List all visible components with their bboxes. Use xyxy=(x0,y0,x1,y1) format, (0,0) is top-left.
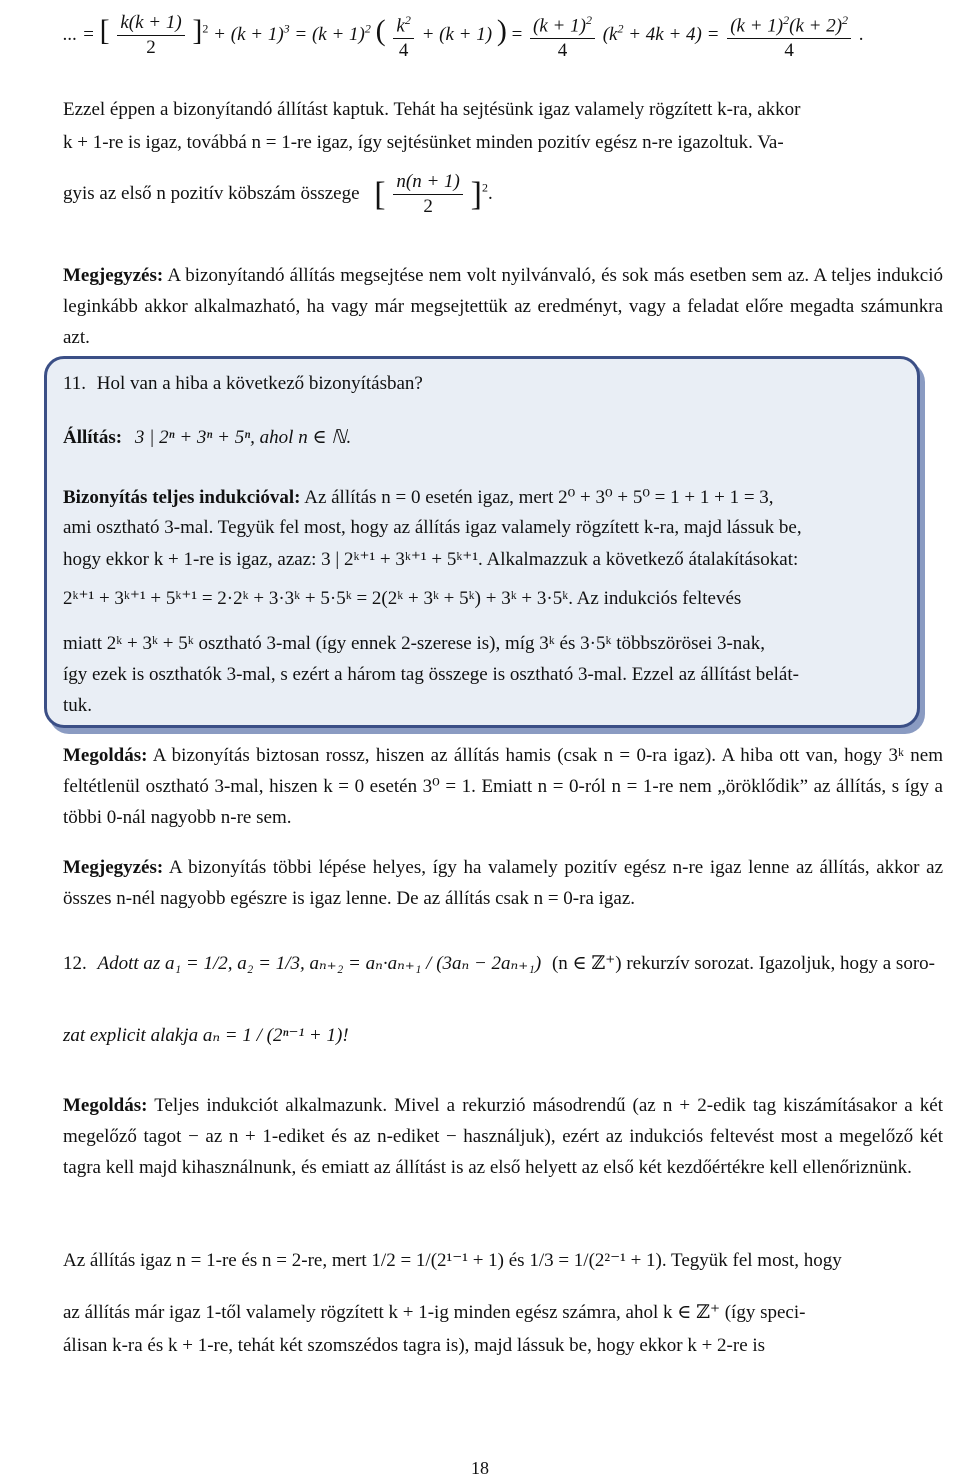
solution-12-text: Teljes indukciót alkalmazunk. Mivel a rekurzió másodrendű (az n + 2-edik tag kiszámításakor a két megelőző tagot − az n + 1-ediket és az n-ediket − használjuk), ezért az indukciós feltevést most a megelőző két tagra kell majd kihasználnunk, és emiatt az állítást is az első helyett az első két kezdőértékre kell ellenőriznünk. xyxy=(63,1095,943,1178)
problem-11-question xyxy=(63,368,943,399)
problem-12-line2 xyxy=(63,1020,943,1051)
solution-12-hypothesis: az állítás már igaz 1-től valamely rögzített k + 1-ig minden egész számra, ahol k ∈ ℤ⁺ (így speci- xyxy=(63,1302,806,1323)
sum-of-cubes-text: gyis az első n pozitív köbszám összege xyxy=(63,182,360,204)
solution-11-text: A bizonyítás biztosan rossz, hiszen az állítás hamis (csak n = 0-ra igaz). A hiba ott van, hogy 3ᵏ nem feltétlenül osztható 3-mal, hiszen k = 0 esetén 3⁰ = 1. Emiatt n = 0-ról n = 1-re nem „öröklődik” az állítás, s így a többi 0-nál nagyobb n-re sem. xyxy=(63,745,943,828)
paragraph-conclusion-line1: Ezzel éppen a bizonyítandó állítást kaptuk. Tehát ha sejtésünk igaz valamely rögzített k-ra, akkor xyxy=(63,99,801,120)
proof-line-2: ami osztható 3-mal. Tegyük fel most, hogy az állítás igaz valamely rögzített k-ra, majd lássuk be, xyxy=(63,517,802,538)
solution-11-label: Megoldás: xyxy=(63,745,148,766)
proof-line-6: így ezek is oszthatók 3-mal, s ezért a három tag összege is osztható 3-mal. Ezzel az állítást belát- xyxy=(63,664,799,685)
proof-line-4: 2ᵏ⁺¹ + 3ᵏ⁺¹ + 5ᵏ⁺¹ = 2·2ᵏ + 3·3ᵏ + 5·5ᵏ = 2(2ᵏ + 3ᵏ + 5ᵏ) + 3ᵏ + 3·5ᵏ. Az indukciós feltevés xyxy=(63,588,742,609)
solution-12-base-case: Az állítás igaz n = 1-re és n = 2-re, mert 1/2 = 1/(2¹⁻¹ + 1) és 1/3 = 1/(2²⁻¹ + 1). Tegyük fel most, hogy xyxy=(63,1250,842,1271)
page-number: 18 xyxy=(471,1458,489,1478)
problem-12-number: 12. xyxy=(63,953,87,974)
solution-12-step: álisan k-ra és k + 1-re, tehát két szomszédos tagra is), majd lássuk be, hogy ekkor k + 2-re is xyxy=(63,1335,766,1356)
solution-12-paragraph-1 xyxy=(63,1090,943,1183)
proof-line-3: hogy ekkor k + 1-re is igaz, azaz: 3 | 2ᵏ⁺¹ + 3ᵏ⁺¹ + 5ᵏ⁺¹. Alkalmazzuk a következő átalakításokat: xyxy=(63,549,799,570)
note-2 xyxy=(63,852,943,914)
note-1 xyxy=(63,260,943,353)
problem-12-recurrence: Adott az a₁ = 1/2, a₂ = 1/3, aₙ₊₂ = aₙ·aₙ₊₁ / (3aₙ − 2aₙ₊₁) xyxy=(97,953,542,974)
problem-12-statement: (n ∈ ℤ⁺) rekurzív sorozat. Igazoljuk, hogy a soro- xyxy=(551,953,935,974)
solution-12-label: Megoldás: xyxy=(63,1095,148,1116)
problem-11-question-text: Hol van a hiba a következő bizonyításban? xyxy=(96,373,423,394)
note-2-text: A bizonyítás többi lépése helyes, így ha valamely pozitív egész n-re igaz lenne az állítás, akkor az összes n-nél nagyobb egészre is igaz lenne. De az állítás csak n = 0-ra igaz. xyxy=(63,857,944,909)
note-1-label: Megjegyzés: xyxy=(63,265,164,286)
claim-formula: 3 | 2ⁿ + 3ⁿ + 5ⁿ, ahol n ∈ ℕ. xyxy=(134,427,352,448)
proof-line-7: tuk. xyxy=(63,695,93,716)
note-1-text: A bizonyítandó állítás megsejtése nem volt nyilvánvaló, és sok más esetben sem az. A teljes indukció leginkább akkor alkalmazható, ha vagy már megsejtettük az eredményt, vagy a feladat előre megadta számunkra azt. xyxy=(63,265,943,348)
claim-label: Állítás: xyxy=(63,427,123,448)
paragraph-conclusion-line2: k + 1-re is igaz, továbbá n = 1-re igaz, így sejtésünket minden pozitív egész n-re igazoltuk. Va- xyxy=(63,132,784,153)
proof-line-1-text: Az állítás n = 0 esetén igaz, mert 2⁰ + 3⁰ + 5⁰ = 1 + 1 + 1 = 3, xyxy=(304,487,774,508)
problem-12-line1 xyxy=(63,948,943,979)
problem-12-explicit-form: zat explicit alakja aₙ = 1 / (2ⁿ⁻¹ + 1)! xyxy=(63,1025,349,1046)
problem-11-number: 11. xyxy=(63,373,87,394)
proof-line-1 xyxy=(63,482,943,513)
proof-label: Bizonyítás teljes indukcióval: xyxy=(63,487,301,508)
paragraph-conclusion-line3: gyis az első n pozitív köbszám összege [ $\frac{n(n + 1)}{2}$ ]$^2$. xyxy=(63,171,493,217)
problem-11-claim xyxy=(63,422,943,453)
proof-line-5: miatt 2ᵏ + 3ᵏ + 5ᵏ osztható 3-mal (így ennek 2-szerese is), míg 3ᵏ és 3·5ᵏ többszörösei 3-nak, xyxy=(63,633,765,654)
top-equation: ... = [ $\frac{k(k + 1)}{2}$ ]$^2 + (k + 1)^3 = (k + 1)^2$ ( $\frac{k^2}{4}$ + (k + 1) ) = $\frac{(k + 1)^2}{4}$ $(k^2 + 4k + 4)$ = $\frac{(k + 1)^2(k + 2)^2}{4}$ . xyxy=(63,8,943,63)
note-2-label: Megjegyzés: xyxy=(63,857,164,878)
solution-11 xyxy=(63,740,943,833)
